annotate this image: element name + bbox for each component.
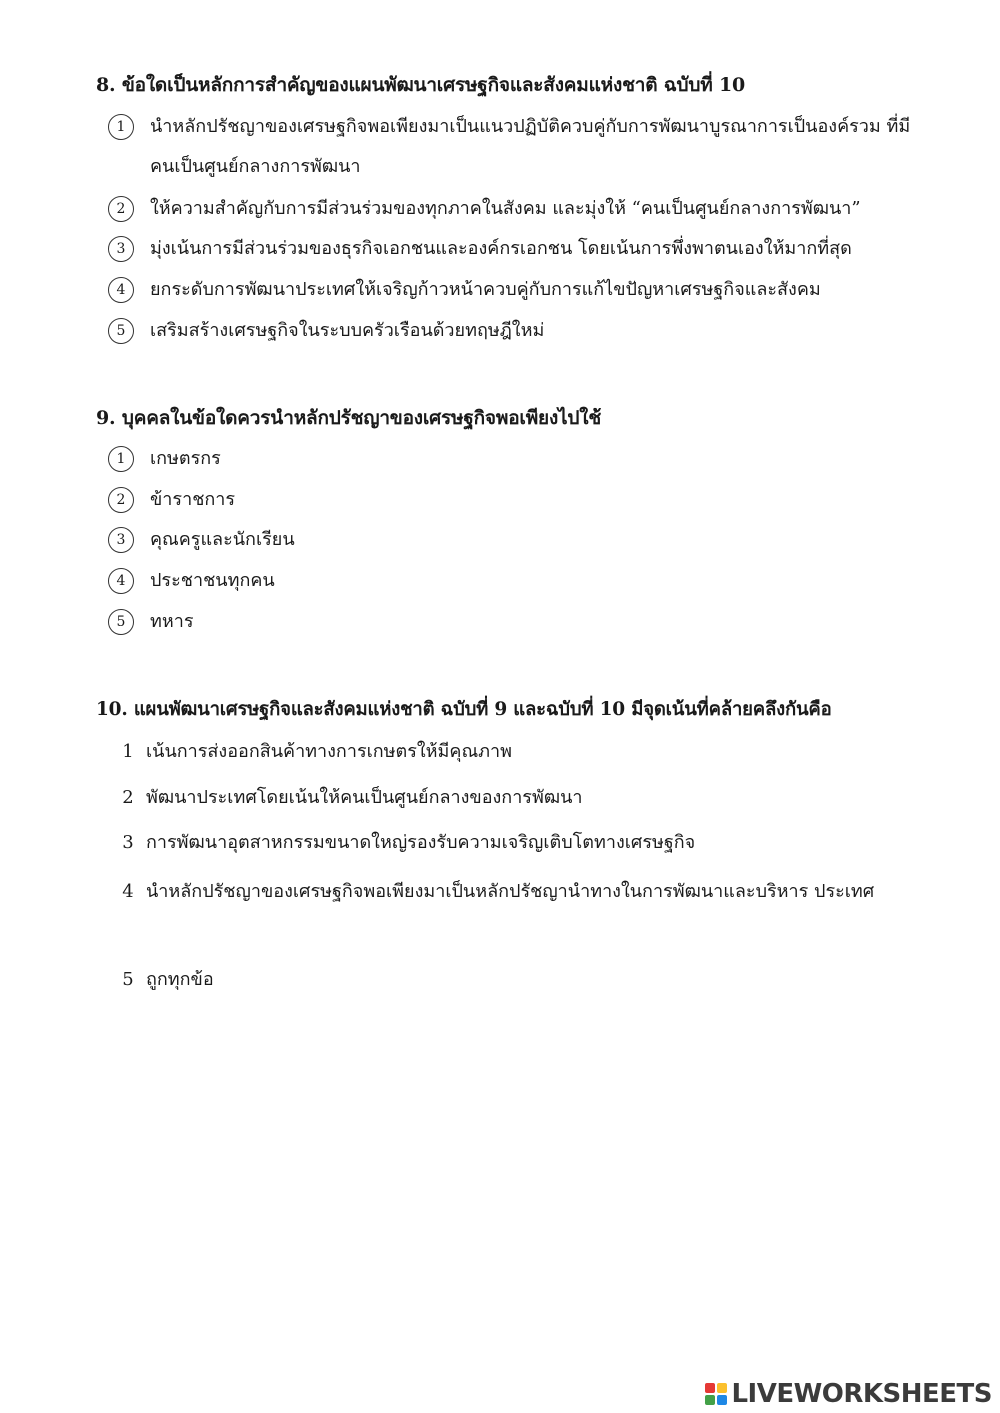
q9-option-5[interactable] bbox=[108, 602, 194, 642]
q8-option-3[interactable] bbox=[108, 229, 852, 269]
q10-option-5-number: 5 bbox=[122, 969, 134, 990]
q9-option-5-number: 5 bbox=[108, 609, 134, 635]
q10-option-5[interactable] bbox=[118, 960, 214, 1000]
q8-option-2-number: 2 bbox=[108, 196, 134, 222]
q10-option-1[interactable] bbox=[118, 732, 512, 772]
logo-text: LIVEWORKSHEETS bbox=[731, 1379, 992, 1409]
q9-option-2-number: 2 bbox=[108, 487, 134, 513]
q9-option-2[interactable] bbox=[108, 480, 235, 520]
q10-option-1-number: 1 bbox=[122, 741, 134, 762]
q9-option-3[interactable] bbox=[108, 520, 295, 560]
q10-option-5-text: ถูกทุกข้อ bbox=[146, 969, 214, 990]
logo-squares-icon bbox=[705, 1383, 727, 1405]
q9-option-1[interactable] bbox=[108, 439, 221, 479]
q8-option-3-text: มุ่งเน้นการมีส่วนร่วมของธุรกิจเอกชนและองค์กรเอกชน โดยเน้นการพึ่งพาตนเองให้มากที่สุด bbox=[150, 238, 852, 259]
q8-option-4-text: ยกระดับการพัฒนาประเทศให้เจริญก้าวหน้าควบคู่กับการแก้ไขปัญหาเศรษฐกิจและสังคม bbox=[150, 279, 821, 300]
liveworksheets-logo bbox=[705, 1379, 992, 1409]
q8-option-5[interactable] bbox=[108, 311, 544, 351]
q9-option-1-text: เกษตรกร bbox=[150, 448, 221, 469]
q10-option-3[interactable] bbox=[118, 823, 695, 863]
q8-option-4-number: 4 bbox=[108, 277, 134, 303]
q9-option-2-text: ข้าราชการ bbox=[150, 489, 236, 510]
q8-option-1[interactable] bbox=[108, 107, 938, 187]
q9-option-4-number: 4 bbox=[108, 568, 134, 594]
q9-option-4[interactable] bbox=[108, 561, 275, 601]
q9-option-3-number: 3 bbox=[108, 527, 134, 553]
question-9-title: 9. บุคคลในข้อใดควรนำหลักปรัชญาของเศรษฐกิจพอเพียงไปใช้ bbox=[96, 407, 602, 429]
q8-option-1-number: 1 bbox=[108, 114, 134, 140]
q8-option-4[interactable] bbox=[108, 270, 821, 310]
q10-option-2-number: 2 bbox=[122, 787, 134, 808]
q9-option-3-text: คุณครูและนักเรียน bbox=[150, 529, 295, 550]
q10-option-3-number: 3 bbox=[122, 832, 134, 853]
question-10-title: 10. แผนพัฒนาเศรษฐกิจและสังคมแห่งชาติ ฉบับที่ 9 และฉบับที่ 10 มีจุดเน้นที่คล้ายคลึงกันคือ bbox=[96, 699, 832, 720]
q10-option-4-text: นำหลักปรัชญาของเศรษฐกิจพอเพียงมาเป็นหลักปรัชญานำทางในการพัฒนาและบริหาร ประเทศ bbox=[146, 881, 875, 902]
q8-option-5-text: เสริมสร้างเศรษฐกิจในระบบครัวเรือนด้วยทฤษฎีใหม่ bbox=[150, 320, 545, 341]
q9-option-5-text: ทหาร bbox=[150, 611, 194, 632]
q8-option-3-number: 3 bbox=[108, 236, 134, 262]
q8-option-1-text: นำหลักปรัชญาของเศรษฐกิจพอเพียงมาเป็นแนวปฏิบัติควบคู่กับการพัฒนาบูรณาการเป็นองค์รวม ที่มีคนเป็นศูนย์กลางการพัฒนา bbox=[150, 116, 911, 177]
q9-option-4-text: ประชาชนทุกคน bbox=[150, 570, 275, 591]
q10-option-4[interactable] bbox=[118, 869, 936, 914]
q10-option-1-text: เน้นการส่งออกสินค้าทางการเกษตรให้มีคุณภาพ bbox=[146, 741, 512, 762]
q8-option-2-text: ให้ความสำคัญกับการมีส่วนร่วมของทุกภาคในสังคม และมุ่งให้ “คนเป็นศูนย์กลางการพัฒนา” bbox=[150, 198, 861, 219]
q10-option-2-text: พัฒนาประเทศโดยเน้นให้คนเป็นศูนย์กลางของการพัฒนา bbox=[146, 787, 583, 808]
q8-option-2[interactable] bbox=[108, 189, 861, 229]
question-8-title: 8. ข้อใดเป็นหลักการสำคัญของแผนพัฒนาเศรษฐกิจและสังคมแห่งชาติ ฉบับที่ 10 bbox=[96, 74, 746, 96]
q9-option-1-number: 1 bbox=[108, 446, 134, 472]
q8-option-5-number: 5 bbox=[108, 318, 134, 344]
q10-option-2[interactable] bbox=[118, 778, 583, 818]
q10-option-4-number: 4 bbox=[122, 881, 134, 902]
q10-option-3-text: การพัฒนาอุตสาหกรรมขนาดใหญ่รองรับความเจริญเติบโตทางเศรษฐกิจ bbox=[146, 832, 696, 853]
